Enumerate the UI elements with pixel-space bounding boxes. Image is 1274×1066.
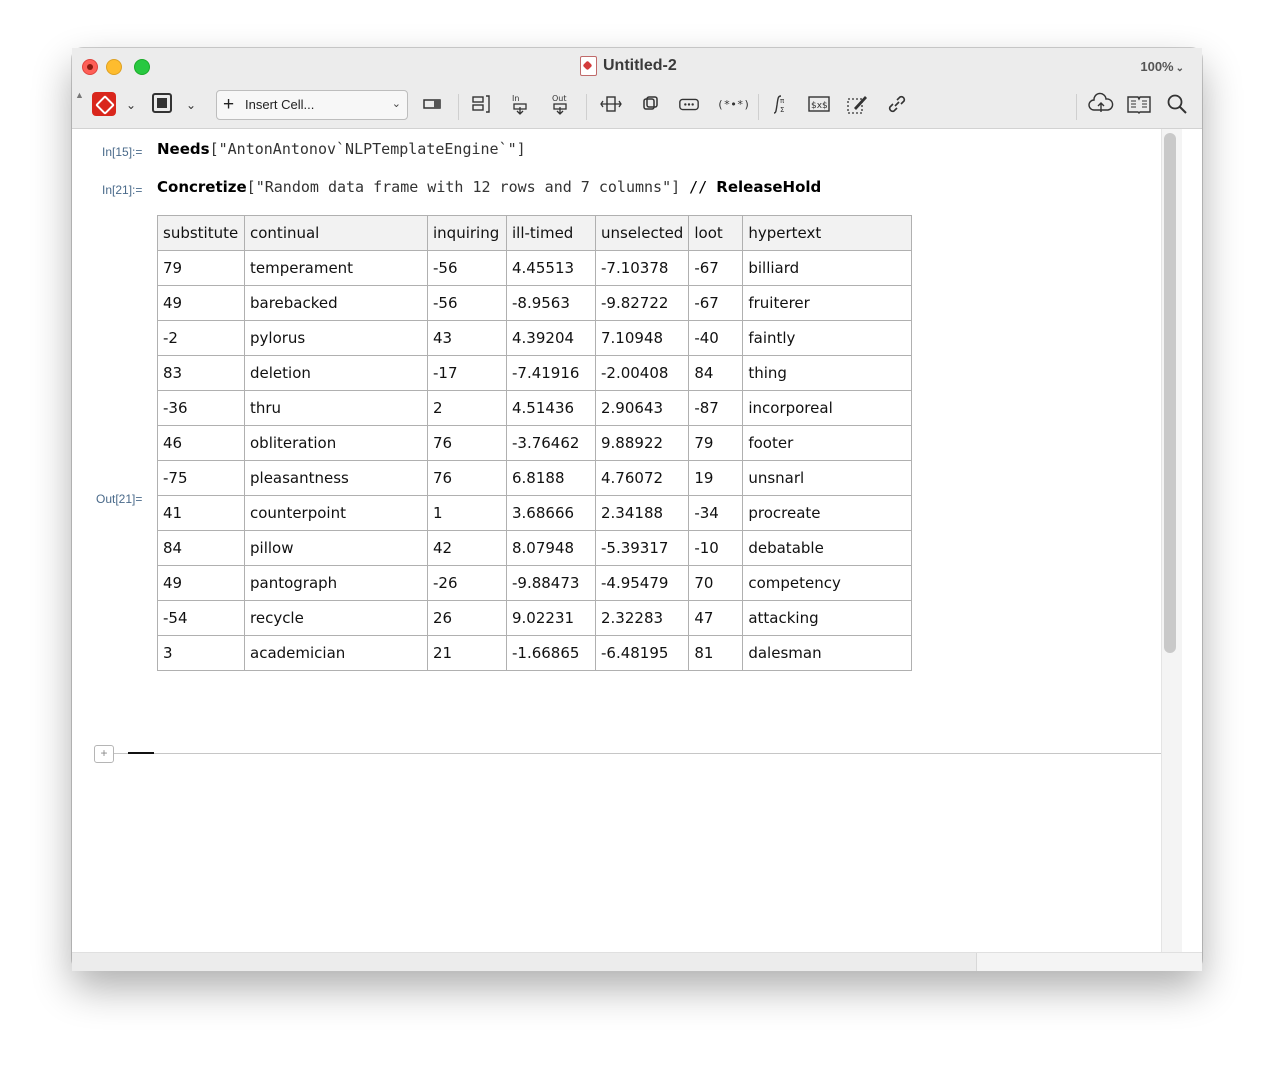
table-cell: -17 <box>428 356 507 391</box>
table-cell: -54 <box>158 601 245 636</box>
insert-cell-dropdown[interactable] <box>216 90 408 120</box>
table-cell: 79 <box>689 426 743 461</box>
table-cell: -2.00408 <box>596 356 689 391</box>
svg-text:Σ: Σ <box>780 106 785 114</box>
table-cell: 3.68666 <box>507 496 596 531</box>
table-cell: -9.88473 <box>507 566 596 601</box>
table-cell: footer <box>743 426 912 461</box>
table-row <box>158 286 912 321</box>
table-cell: 43 <box>428 321 507 356</box>
table-header-row <box>158 216 912 251</box>
toolbar-divider <box>758 94 759 120</box>
table-cell: deletion <box>245 356 428 391</box>
table-cell: 41 <box>158 496 245 531</box>
table-cell: pillow <box>245 531 428 566</box>
table-cell: 2.32283 <box>596 601 689 636</box>
table-cell: thru <box>245 391 428 426</box>
table-body <box>158 251 912 671</box>
table-cell: 8.07948 <box>507 531 596 566</box>
toolbar-divider <box>586 94 587 120</box>
abort-evaluation-icon[interactable] <box>152 93 172 113</box>
table-cell: 4.76072 <box>596 461 689 496</box>
table-cell: dalesman <box>743 636 912 671</box>
table-cell: -36 <box>158 391 245 426</box>
title-bar <box>72 48 1202 84</box>
table-cell: 83 <box>158 356 245 391</box>
table-cell: 46 <box>158 426 245 461</box>
input-cell-15[interactable] <box>157 140 526 159</box>
window-title-group <box>580 56 677 76</box>
cell-insertion-line <box>102 753 1182 754</box>
table-cell: 4.51436 <box>507 391 596 426</box>
table-cell: pantograph <box>245 566 428 601</box>
concretize-argument: ["Random data frame with 12 rows and 7 columns"] <box>246 178 681 196</box>
tex-input-icon[interactable] <box>808 93 830 115</box>
svg-text:π: π <box>780 97 785 105</box>
table-cell: pleasantness <box>245 461 428 496</box>
table-cell: 4.45513 <box>507 251 596 286</box>
table-row <box>158 461 912 496</box>
toolbar-divider <box>1076 94 1077 120</box>
table-cell: unsnarl <box>743 461 912 496</box>
documentation-icon[interactable] <box>1126 93 1152 115</box>
input-cell-21[interactable] <box>157 178 821 197</box>
cell-style-icon[interactable] <box>422 93 444 115</box>
toolbar-collapse-icon[interactable]: ▲ <box>75 90 84 100</box>
zoom-value: 100% <box>1140 59 1174 74</box>
table-cell: -10 <box>689 531 743 566</box>
table-cell: 9.02231 <box>507 601 596 636</box>
chevron-down-icon: ⌄ <box>1175 63 1184 74</box>
table-cell: 26 <box>428 601 507 636</box>
drawing-tools-icon[interactable] <box>846 93 868 115</box>
table-cell: -2 <box>158 321 245 356</box>
table-cell: 47 <box>689 601 743 636</box>
table-cell: barebacked <box>245 286 428 321</box>
table-cell: incorporeal <box>743 391 912 426</box>
column-header: continual <box>245 216 428 251</box>
table-cell: -7.41916 <box>507 356 596 391</box>
math-assistant-icon[interactable] <box>768 93 790 115</box>
table-cell: competency <box>743 566 912 601</box>
table-cell: 6.8188 <box>507 461 596 496</box>
search-icon[interactable] <box>1166 93 1188 115</box>
table-cell: -7.10378 <box>596 251 689 286</box>
table-cell: 2 <box>428 391 507 426</box>
insert-output-icon[interactable] <box>550 93 572 115</box>
data-frame-table <box>157 215 912 671</box>
needs-function: Needs <box>157 140 210 158</box>
table-cell: -9.82722 <box>596 286 689 321</box>
chevron-down-icon: ⌄ <box>391 98 401 110</box>
table-cell: 3 <box>158 636 245 671</box>
svg-text:(*•*): (*•*) <box>717 98 751 111</box>
table-cell: fruiterer <box>743 286 912 321</box>
table-row <box>158 391 912 426</box>
plus-icon: + <box>223 94 235 115</box>
add-cell-icon[interactable]: + <box>94 745 114 763</box>
needs-argument: ["AntonAntonov`NLPTemplateEngine`"] <box>209 140 526 158</box>
table-cell: 4.39204 <box>507 321 596 356</box>
chevron-down-icon[interactable]: ⌄ <box>126 98 137 112</box>
cloud-publish-icon[interactable] <box>1088 93 1114 115</box>
window-title: Untitled-2 <box>603 57 677 74</box>
table-cell: billiard <box>743 251 912 286</box>
horizontal-scrollbar[interactable] <box>72 952 1202 971</box>
table-row <box>158 601 912 636</box>
table-cell: pylorus <box>245 321 428 356</box>
input-label-21: In[21]:= <box>102 183 143 197</box>
table-cell: 84 <box>158 531 245 566</box>
notebook-content[interactable] <box>72 129 1182 952</box>
table-cell: 2.34188 <box>596 496 689 531</box>
table-cell: 49 <box>158 286 245 321</box>
table-cell: 84 <box>689 356 743 391</box>
table-cell: 70 <box>689 566 743 601</box>
table-cell: faintly <box>743 321 912 356</box>
table-cell: debatable <box>743 531 912 566</box>
table-cell: -5.39317 <box>596 531 689 566</box>
vertical-scroll-thumb[interactable] <box>1164 133 1176 653</box>
table-cell: 1 <box>428 496 507 531</box>
column-header: loot <box>689 216 743 251</box>
table-cell: -75 <box>158 461 245 496</box>
table-cell: 19 <box>689 461 743 496</box>
postfix-operator: // <box>680 178 717 196</box>
chevron-down-icon[interactable]: ⌄ <box>186 98 197 112</box>
table-cell: -6.48195 <box>596 636 689 671</box>
svg-text:In: In <box>512 94 520 103</box>
table-cell: 76 <box>428 461 507 496</box>
table-cell: -4.95479 <box>596 566 689 601</box>
insert-cell-label: Insert Cell... <box>245 97 315 112</box>
table-cell: 49 <box>158 566 245 601</box>
hyperlink-icon[interactable] <box>886 93 908 115</box>
notebook-window <box>72 48 1202 970</box>
zoom-selector[interactable] <box>1140 59 1184 74</box>
minimize-window-button[interactable] <box>106 59 122 75</box>
table-cell: -34 <box>689 496 743 531</box>
table-cell: -26 <box>428 566 507 601</box>
column-header: substitute <box>158 216 245 251</box>
table-cell: -8.9563 <box>507 286 596 321</box>
table-row <box>158 531 912 566</box>
table-cell: -67 <box>689 286 743 321</box>
table-cell: 42 <box>428 531 507 566</box>
table-cell: -56 <box>428 251 507 286</box>
table-cell: 79 <box>158 251 245 286</box>
releasehold-function: ReleaseHold <box>716 178 822 196</box>
column-header: ill-timed <box>507 216 596 251</box>
table-row <box>158 426 912 461</box>
horizontal-scroll-thumb[interactable] <box>72 953 977 971</box>
vertical-scrollbar[interactable] <box>1161 129 1182 952</box>
close-window-button[interactable] <box>82 59 98 75</box>
table-cell: thing <box>743 356 912 391</box>
split-cell-icon[interactable] <box>600 93 622 115</box>
svg-text:Out: Out <box>552 94 567 103</box>
table-row <box>158 566 912 601</box>
comment-toggle-icon[interactable] <box>716 93 751 115</box>
table-cell: 7.10948 <box>596 321 689 356</box>
table-cell: obliteration <box>245 426 428 461</box>
merge-cells-icon[interactable] <box>640 93 662 115</box>
table-cell: -87 <box>689 391 743 426</box>
table-cell: 81 <box>689 636 743 671</box>
table-row <box>158 356 912 391</box>
table-cell: 9.88922 <box>596 426 689 461</box>
ellipsis-template-icon[interactable] <box>678 93 700 115</box>
table-cell: temperament <box>245 251 428 286</box>
insert-input-icon[interactable] <box>510 93 532 115</box>
evaluation-icon[interactable] <box>92 92 116 116</box>
input-label-15: In[15]:= <box>102 145 143 159</box>
column-header: hypertext <box>743 216 912 251</box>
column-header: inquiring <box>428 216 507 251</box>
notebook-document-icon <box>580 56 597 76</box>
table-cell: procreate <box>743 496 912 531</box>
table-cell: -67 <box>689 251 743 286</box>
table-row <box>158 636 912 671</box>
svg-text:$x$: $x$ <box>811 101 828 111</box>
concretize-function: Concretize <box>157 178 247 196</box>
table-cell: 76 <box>428 426 507 461</box>
toolbar-divider <box>458 94 459 120</box>
table-row <box>158 496 912 531</box>
table-cell: recycle <box>245 601 428 636</box>
table-row <box>158 321 912 356</box>
table-cell: attacking <box>743 601 912 636</box>
table-cell: counterpoint <box>245 496 428 531</box>
table-cell: -3.76462 <box>507 426 596 461</box>
table-row <box>158 251 912 286</box>
output-label-21: Out[21]= <box>96 492 143 506</box>
table-cell: -56 <box>428 286 507 321</box>
zoom-window-button[interactable] <box>134 59 150 75</box>
table-cell: 2.90643 <box>596 391 689 426</box>
text-cursor <box>128 752 154 754</box>
table-cell: -1.66865 <box>507 636 596 671</box>
table-cell: -40 <box>689 321 743 356</box>
notebook-toolbar <box>72 84 1202 129</box>
group-cells-icon[interactable] <box>470 93 492 115</box>
table-cell: academician <box>245 636 428 671</box>
table-cell: 21 <box>428 636 507 671</box>
column-header: unselected <box>596 216 689 251</box>
